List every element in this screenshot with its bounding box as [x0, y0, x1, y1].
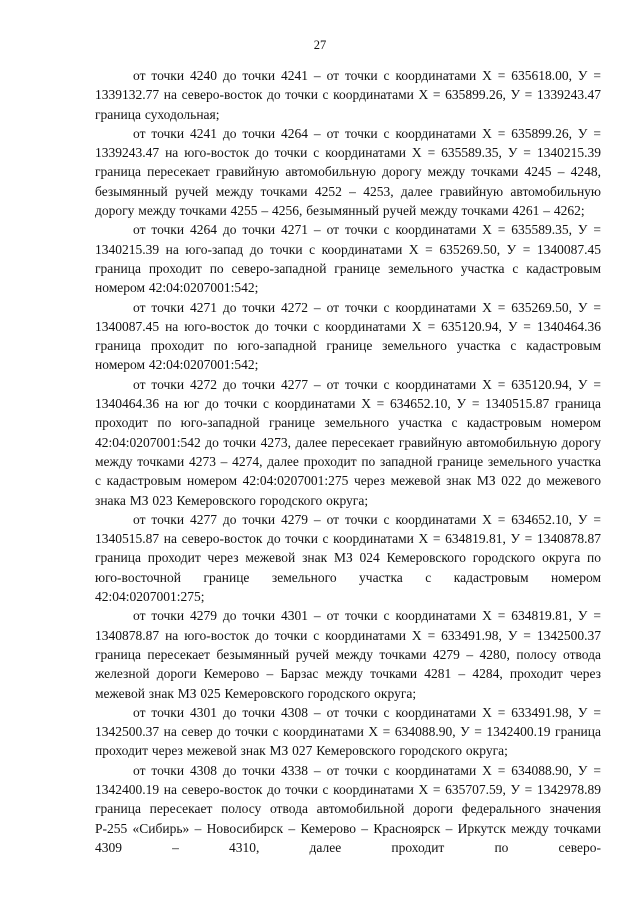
paragraph-4272-4277: от точки 4272 до точки 4277 – от точки с координатами Х = 635120.94, У = 1340464.36 на юг до точки с координатами Х = 634652.10, У = 1340515.87 граница проходит по юго-западной границе земельного участка с кадастровым номером 42:04:0207001:542 до точки 4273, далее пересекает гравийную автомобильную дорогу между точками 4273 – 4274, далее проходит по западной границе земельного участка с кадастровым номером 42:04:0207001:275 через межевой знак МЗ 022 до межевого знака МЗ 023 Кемеровского городского округа;: [95, 376, 601, 508]
paragraph-4240-4241: от точки 4240 до точки 4241 – от точки с координатами Х = 635618.00, У = 1339132.77 на северо-восток до точки с координатами Х = 635899.26, У = 1339243.47 граница суходольная;: [95, 68, 601, 122]
paragraph-4271-4272: от точки 4271 до точки 4272 – от точки с координатами Х = 635269.50, У = 1340087.45 на юго-восток до точки с координатами Х = 635120.94, У = 1340464.36 граница проходит по юго-западной границе земельного участка с кадастровым номером 42:04:0207001:542;: [95, 299, 601, 373]
document-body: [95, 66, 601, 857]
paragraph-4277-4279: от точки 4277 до точки 4279 – от точки с координатами Х = 634652.10, У = 1340515.87 на северо-восток до точки с координатами Х = 634819.81, У = 1340878.87 граница проходит через межевой знак МЗ 024 Кемеровского городского округа по юго-восточной границе земельного участка с кадастровым номером 42:04:0207001:275;: [95, 511, 601, 605]
paragraph-4308-4338: от точки 4308 до точки 4338 – от точки с координатами Х = 634088.90, У = 1342400.19 на северо-восток до точки с координатами Х = 635707.59, У = 1342978.89 граница пересекает полосу отвода автомобильной дороги федерального значения Р-255 «Сибирь» – Новосибирск – Кемерово – Красноярск – Иркутск между точками 4309 – 4310, далее проходит по северо-: [95, 762, 601, 855]
paragraph-4279-4301: от точки 4279 до точки 4301 – от точки с координатами Х = 634819.81, У = 1340878.87 на юго-восток до точки с координатами Х = 633491.98, У = 1342500.37 граница пересекает безымянный ручей между точками 4279 – 4280, полосу отвода железной дороги Кемерово – Барзас между точками 4281 – 4284, проходит через межевой знак МЗ 025 Кемеровского городского округа;: [95, 608, 601, 701]
paragraph-4241-4264: от точки 4241 до точки 4264 – от точки с координатами Х = 635899.26, У = 1339243.47 на юго-восток до точки с координатами Х = 635589.35, У = 1340215.39 граница пересекает гравийную автомобильную дорогу между точками 4245 – 4248, безымянный ручей между точками 4252 – 4253, далее гравийную автомобильную дорогу между точками 4255 – 4256, безымянный ручей между точками 4261 – 4262;: [95, 125, 601, 219]
paragraph-4301-4308: от точки 4301 до точки 4308 – от точки с координатами Х = 633491.98, У = 1342500.37 на север до точки с координатами Х = 634088.90, У = 1342400.19 граница проходит через межевой знак МЗ 027 Кемеровского городского округа;: [95, 704, 601, 759]
page-number: 27: [313, 38, 327, 52]
paragraph-4264-4271: от точки 4264 до точки 4271 – от точки с координатами Х = 635589.35, У = 1340215.39 на юго-запад до точки с координатами Х = 635269.50, У = 1340087.45 граница проходит по северо-западной границе земельного участка с кадастровым номером 42:04:0207001:542;: [95, 222, 601, 296]
